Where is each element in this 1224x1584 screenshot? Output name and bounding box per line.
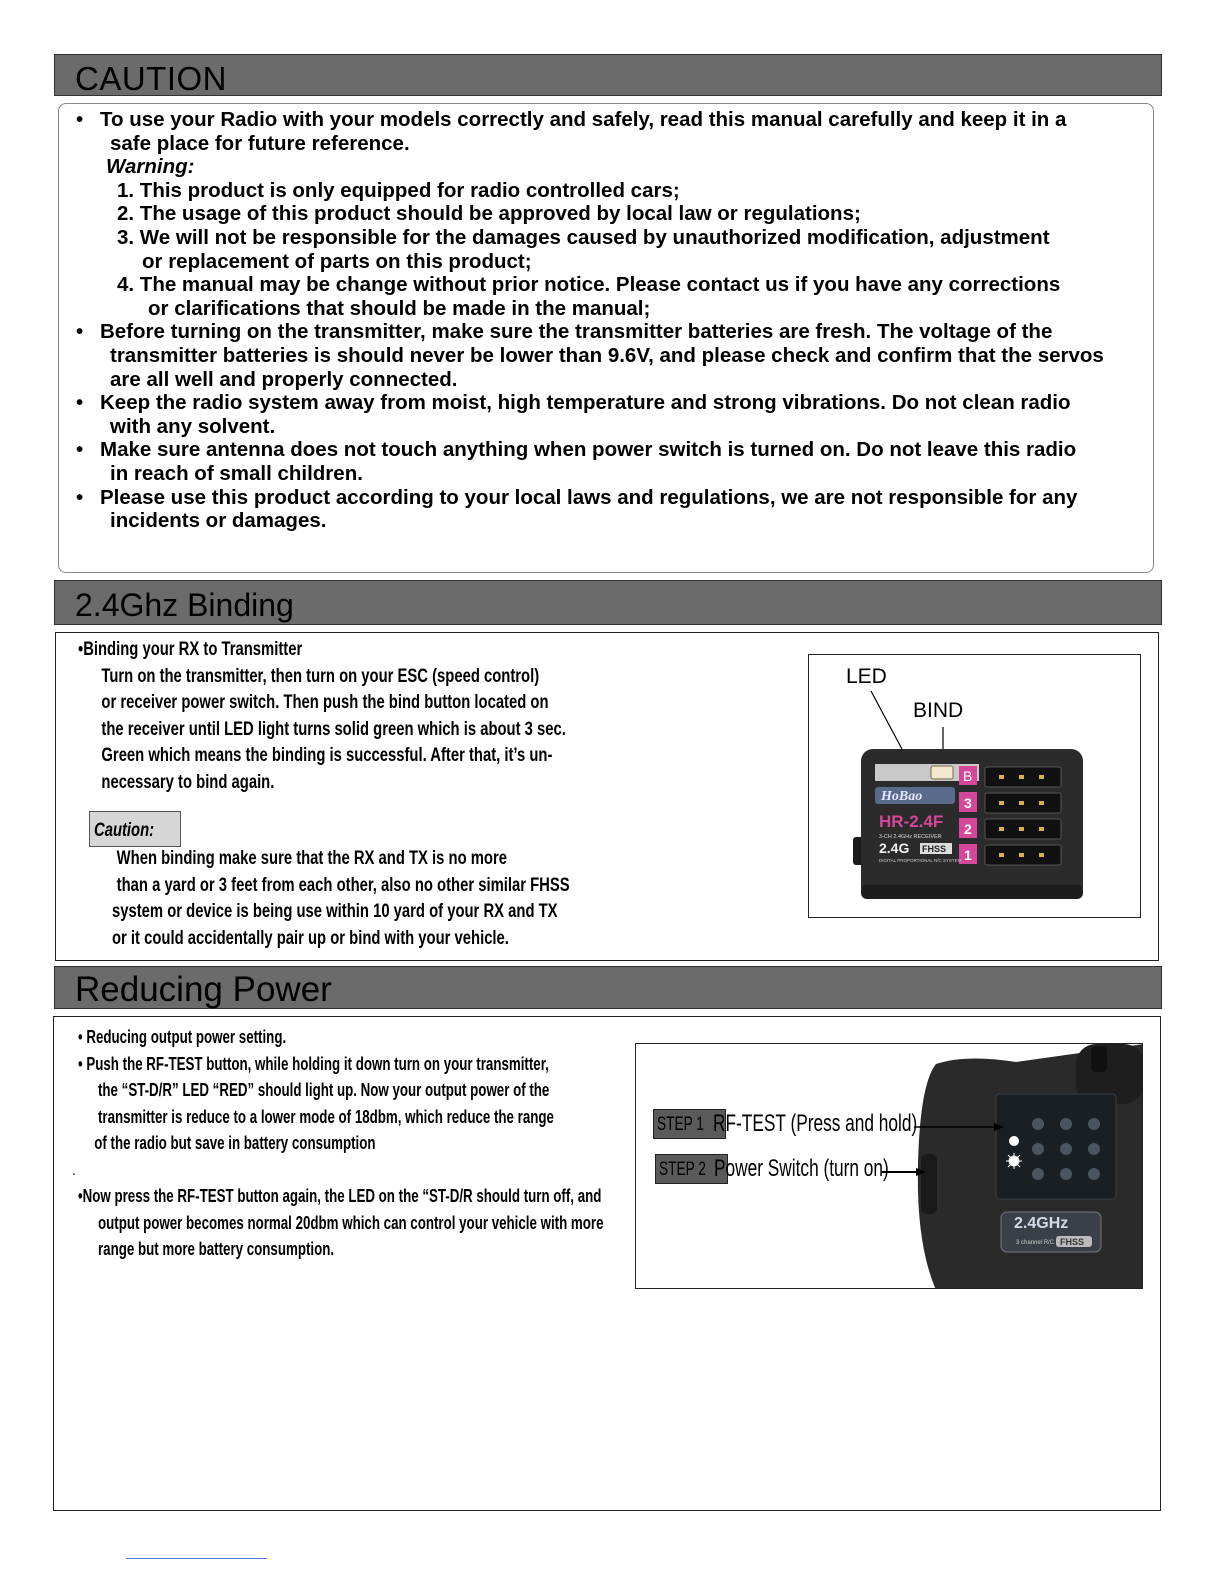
channel-2-label: 2 — [964, 821, 972, 837]
footer-underline — [126, 1558, 267, 1559]
transmitter-antenna — [1091, 1046, 1107, 1072]
bind-button — [931, 766, 953, 779]
binding-caution-line: When binding make sure that the RX and TX is no more — [116, 848, 507, 869]
caution-bullet — [75, 391, 1153, 438]
warning-title: Warning: — [106, 155, 195, 179]
binding-caution-line: than a yard or 3 feet from each other, also no other similar FHSS — [116, 874, 570, 896]
caution-bullet-3-line-1: • Keep the radio system away from moist, high temperature and strong vibrations. Do not clean radio — [100, 391, 1071, 415]
caution-bullet-5-line-1: • Please use this product according to your local laws and regulations, we are not responsible for any — [100, 485, 1078, 509]
bind-label: BIND — [913, 699, 964, 722]
power-line: of the radio but save in battery consumption — [94, 1133, 376, 1154]
led-pointer-line — [871, 691, 903, 751]
binding-header — [54, 580, 1162, 625]
transmitter-badge-left: 3 channel R/C — [1016, 1240, 1055, 1246]
caution-bullet-1-line-2: safe place for future reference. — [110, 131, 410, 155]
binding-heading: •Binding your RX to Transmitter — [78, 639, 303, 660]
warning-item — [75, 273, 1153, 320]
receiver-illustration — [809, 655, 1142, 919]
receiver-band: 2.4G — [879, 840, 910, 856]
panel-knobs — [1032, 1118, 1100, 1180]
fhss-badge-text: FHSS — [922, 844, 947, 854]
receiver-fine-print: DIGITAL PROPORTIONAL R/C SYSTEM — [879, 858, 962, 863]
binding-caution-text — [112, 846, 570, 952]
power-line: •Now press the RF-TEST button again, the LED on the “ST-D/R should turn off, and — [78, 1185, 602, 1206]
led-label: LED — [846, 665, 887, 688]
step2-tag-text: STEP 2 — [659, 1159, 706, 1180]
caution-bullet-3-line-2: with any solvent. — [110, 414, 276, 438]
binding-caution-line: system or device is being use within 10 yard of your RX and TX — [112, 901, 558, 922]
caution-title: CAUTION — [75, 60, 227, 97]
binding-line: Green which means the binding is successful. After that, it’s un- — [101, 745, 553, 766]
warning-item-4: 4. The manual may be change without prior notice. Please contact us if you have any corrections — [117, 273, 1061, 297]
caution-bullet-2-line-3: are all well and properly connected. — [110, 367, 458, 391]
channel-3-label: 3 — [964, 795, 972, 811]
power-line: • Push the RF-TEST button, while holding it down turn on your transmitter, — [78, 1053, 549, 1074]
caution-bullet-2-line-1: • Before turning on the transmitter, make sure the transmitter batteries are fresh. The voltage of the — [100, 320, 1053, 344]
channel-b-label: B — [963, 768, 973, 784]
binding-caution-label — [89, 811, 181, 847]
power-line: transmitter is reduce to a lower mode of 18dbm, which reduce the range — [97, 1106, 554, 1127]
rf-test-button — [1009, 1136, 1019, 1146]
power-title: Reducing Power — [75, 970, 332, 1009]
power-header — [54, 966, 1162, 1009]
caution-header — [54, 54, 1162, 96]
receiver-brand: HoBao — [881, 789, 923, 804]
caution-bullet-1-line-1: • To use your Radio with your models correctly and safely, read this manual carefully and keep it in a — [100, 108, 1067, 131]
transmitter-fhss-text: FHSS — [1060, 1237, 1085, 1247]
warning-item — [75, 226, 1153, 273]
binding-title: 2.4Ghz Binding — [75, 587, 294, 623]
warning-item — [75, 202, 1153, 226]
warning-item-3: 3. We will not be responsible for the damages caused by unauthorized modification, adjustment — [117, 225, 1050, 249]
binding-line: necessary to bind again. — [101, 771, 275, 793]
caution-bullet-4-line-1: • Make sure antenna does not touch anything when power switch is turned on. Do not leave this radio — [100, 438, 1077, 462]
step2-text: Power Switch (turn on) — [714, 1155, 889, 1182]
step1-text: RF-TEST (Press and hold) — [713, 1110, 918, 1137]
caution-bullet-4-line-2: in reach of small children. — [110, 461, 363, 485]
transmitter-badge-title: 2.4GHz — [1014, 1215, 1069, 1232]
warning-item — [75, 179, 1153, 203]
caution-bullet — [75, 108, 1153, 155]
receiver-subtitle: 3-CH 2.4GHz RECEIVER — [879, 834, 942, 840]
power-line: output power becomes normal 20dbm which can control your vehicle with more — [97, 1212, 604, 1233]
binding-caution-line: or it could accidentally pair up or bind with your vehicle. — [112, 927, 509, 949]
caution-bullet-2-line-2: transmitter batteries is should never be lower than 9.6V, and please check and confirm that the servos — [110, 343, 1104, 367]
step1-tag-text: STEP 1 — [657, 1114, 704, 1135]
caution-bullet — [75, 320, 1153, 391]
binding-caution-label-text: Caution: — [94, 820, 155, 841]
st-dr-led-glow — [1006, 1153, 1022, 1169]
channel-1-label: 1 — [964, 847, 972, 863]
caution-bullet — [75, 486, 1153, 533]
receiver-model: HR-2.4F — [879, 812, 944, 831]
binding-line: Turn on the transmitter, then turn on your ESC (speed control) — [101, 665, 540, 687]
caution-bullet — [75, 438, 1153, 485]
power-line: the “ST-D/R” LED “RED” should light up. Now your output power of the — [97, 1080, 550, 1101]
binding-line: or receiver power switch. Then push the bind button located on — [101, 692, 549, 713]
warning-item-2: 2. The usage of this product should be approved by local law or regulations; — [117, 202, 861, 226]
power-line: • Reducing output power setting. — [78, 1027, 287, 1047]
warning-item-3-cont: or replacement of parts on this product; — [142, 249, 532, 273]
caution-bullet-5-line-2: incidents or damages. — [110, 509, 327, 533]
receiver-shadow — [861, 885, 1083, 899]
caution-panel — [58, 103, 1154, 573]
warning-item-1: 1. This product is only equipped for radio controlled cars; — [117, 178, 680, 202]
transmitter-figure — [635, 1043, 1143, 1289]
power-switch — [921, 1154, 937, 1214]
binding-instructions — [78, 637, 566, 796]
stray-dot: . — [72, 1162, 76, 1178]
receiver-figure — [808, 654, 1141, 918]
power-line: range but more battery consumption. — [97, 1239, 335, 1260]
binding-line: the receiver until LED light turns solid green which is about 3 sec. — [101, 718, 566, 740]
warning-item-4-cont: or clarifications that should be made in the manual; — [148, 296, 651, 320]
